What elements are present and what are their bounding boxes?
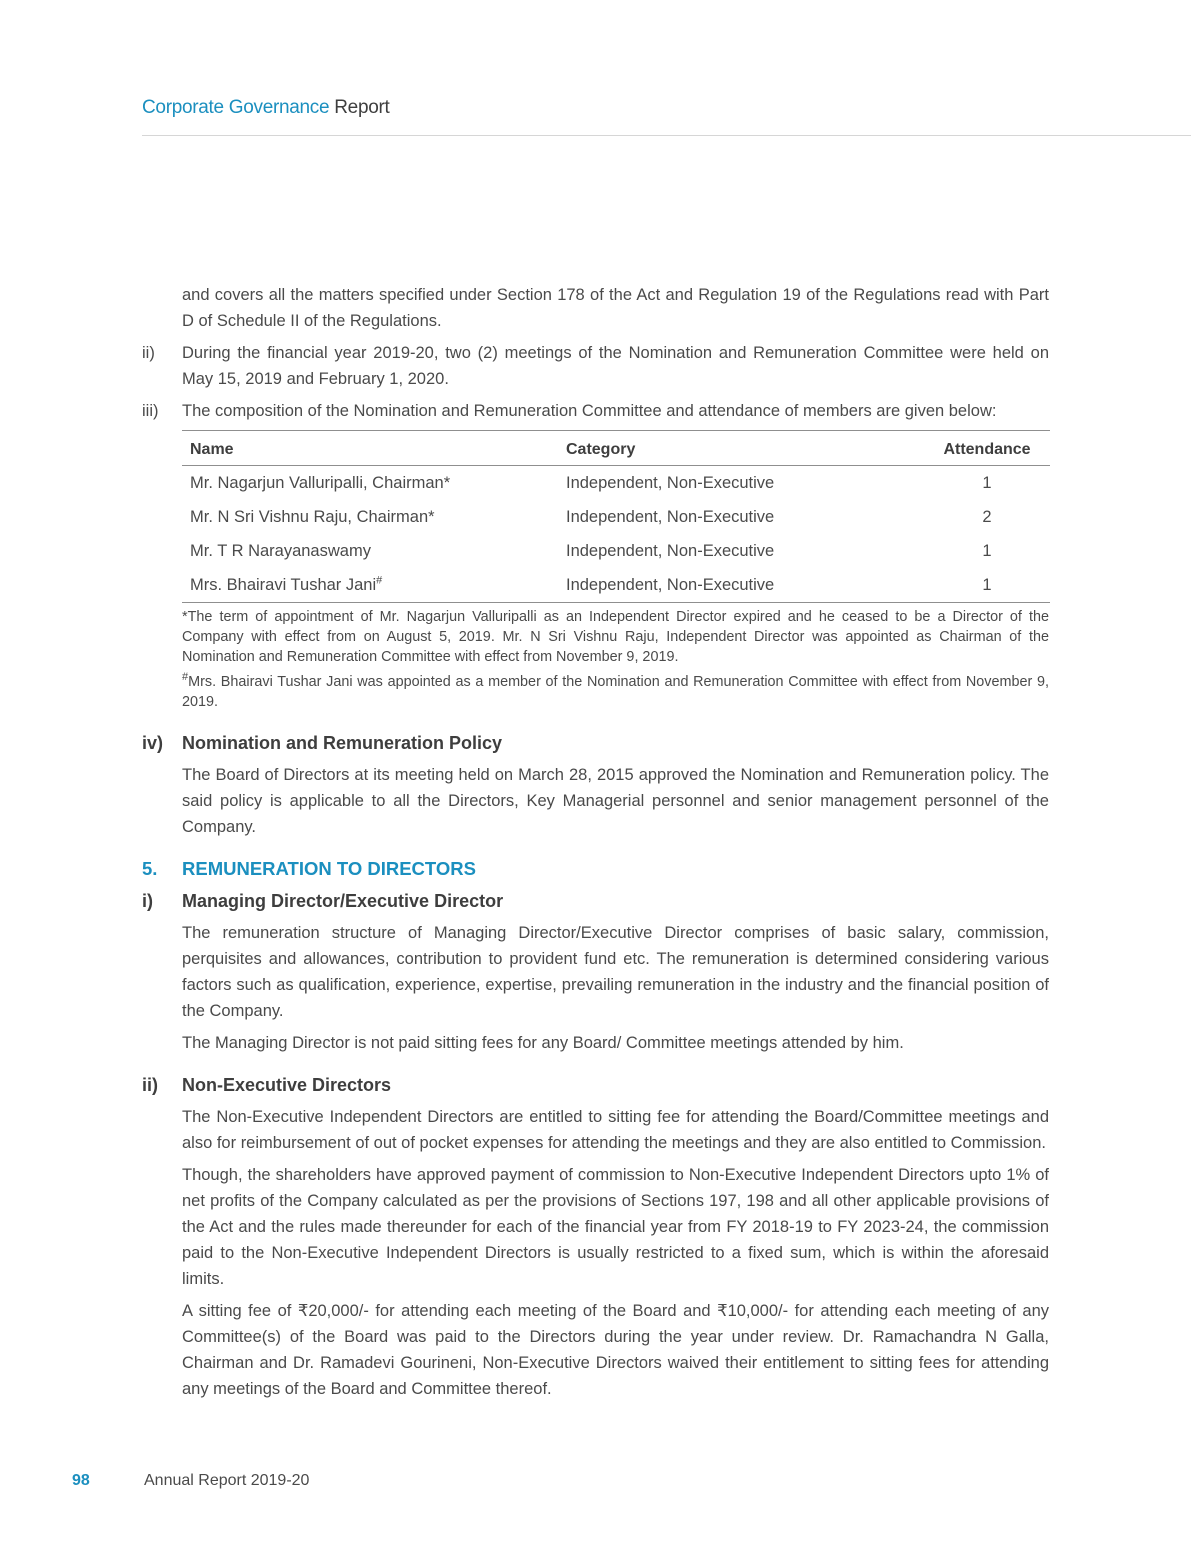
intro-paragraph: and covers all the matters specified under Section 178 of the Act and Regulation 19 of the Regulations read with Part D of Schedule II of the Regulations.	[182, 286, 1049, 330]
member-name: Mr. Nagarjun Valluripalli, Chairman*	[190, 474, 451, 492]
item-number: iv)	[142, 733, 164, 753]
member-category: Independent, Non-Executive	[566, 576, 775, 594]
member-attendance: 1	[982, 542, 992, 560]
header-divider	[142, 135, 1191, 136]
table-row	[182, 466, 1050, 501]
item-number: ii)	[142, 1075, 158, 1095]
hash-footnote-marker: #	[376, 574, 383, 587]
table-header-row	[182, 431, 1050, 466]
page-number: 98	[72, 1472, 90, 1489]
header-category: Category	[566, 441, 636, 458]
member-category: Independent, Non-Executive	[566, 508, 775, 526]
member-name: Mrs. Bhairavi Tushar Jani#	[190, 574, 383, 594]
ned-paragraph-1: The Non-Executive Independent Directors are entitled to sitting fee for attending the Board/Committee meetings and also for reimbursement of out of pocket expenses for attending the meetings and they are also entitled to Commission.	[182, 1108, 1049, 1152]
header-accent: Corporate Governance	[142, 97, 330, 118]
footer-title: Annual Report 2019-20	[144, 1472, 310, 1489]
footnote-hash: #Mrs. Bhairavi Tushar Jani was appointed as a member of the Nomination and Remuneration Committee with effect from November 9, 2019.	[182, 671, 1049, 710]
footnote-star: *The term of appointment of Mr. Nagarjun Valluripalli as an Independent Director expired and he ceased to be a Director of the Company with effect from on August 5, 2019. Mr. N Sri Vishnu Raju, Independent Director was appointed as Chairman of the Nomination and Remuneration Committee with effect from November 9, 2019.	[182, 609, 1049, 665]
member-attendance: 2	[982, 508, 992, 526]
member-attendance: 1	[982, 474, 992, 492]
section-number: 5.	[142, 858, 158, 879]
member-category: Independent, Non-Executive	[566, 474, 775, 492]
md-paragraph-1: The remuneration structure of Managing Director/Executive Director comprises of basic salary, commission, perquisites and allowances, contribution to provident fund etc. The remuneration is determined considering various factors such as qualification, experience, expertise, prevailing remuneration in the industry and the financial position of the Company.	[182, 924, 1049, 1020]
ned-paragraph-2: Though, the shareholders have approved payment of commission to Non-Executive Independent Directors upto 1% of net profits of the Company calculated as per the provisions of Sections 197, 198 and all other applicable provisions of the Act and the rules made thereunder for each of the financial year from FY 2018-19 to FY 2023-24, the commission paid to the Non-Executive Independent Directors is usually restricted to a fixed sum, which is within the aforesaid limits.	[182, 1166, 1049, 1288]
header-name: Name	[190, 441, 234, 458]
committee-table	[182, 430, 1050, 603]
composition-paragraph: The composition of the Nomination and Remuneration Committee and attendance of members are given below:	[182, 402, 997, 420]
ned-paragraph-3: A sitting fee of ₹20,000/- for attending each meeting of the Board and ₹10,000/- for attending each meeting of any Committee(s) of the Board was paid to the Directors during the year under review. Dr. Ramachandra N Galla, Chairman and Dr. Ramadevi Gourineni, Non-Executive Directors waived their entitlement to sitting fees for attending any meetings of the Board and Committee thereof.	[182, 1302, 1049, 1398]
md-heading: Managing Director/Executive Director	[182, 891, 504, 911]
md-paragraph-2: The Managing Director is not paid sitting fees for any Board/ Committee meetings attended by him.	[182, 1034, 904, 1052]
section-title: REMUNERATION TO DIRECTORS	[182, 858, 476, 879]
table-row	[182, 568, 1050, 603]
table-row	[182, 500, 1050, 534]
meetings-paragraph: During the financial year 2019-20, two (2) meetings of the Nomination and Remuneration Committee were held on May 15, 2019 and February 1, 2020.	[182, 344, 1049, 388]
ned-heading: Non-Executive Directors	[182, 1075, 392, 1095]
page-content	[142, 282, 1049, 1402]
header-plain: Report	[334, 97, 390, 118]
page-header	[142, 97, 390, 119]
item-number: i)	[142, 891, 153, 911]
table-row	[182, 534, 1050, 568]
member-name: Mr. N Sri Vishnu Raju, Chairman*	[190, 508, 435, 526]
member-category: Independent, Non-Executive	[566, 542, 775, 560]
header-attendance: Attendance	[943, 441, 1031, 458]
policy-heading: Nomination and Remuneration Policy	[182, 733, 503, 753]
member-attendance: 1	[982, 576, 992, 594]
item-number: ii)	[142, 344, 155, 362]
policy-paragraph: The Board of Directors at its meeting held on March 28, 2015 approved the Nomination and Remuneration policy. The said policy is applicable to all the Directors, Key Managerial personnel and senior management personnel of the Company.	[182, 766, 1049, 836]
item-number: iii)	[142, 402, 159, 420]
member-name: Mr. T R Narayanaswamy	[190, 542, 371, 560]
